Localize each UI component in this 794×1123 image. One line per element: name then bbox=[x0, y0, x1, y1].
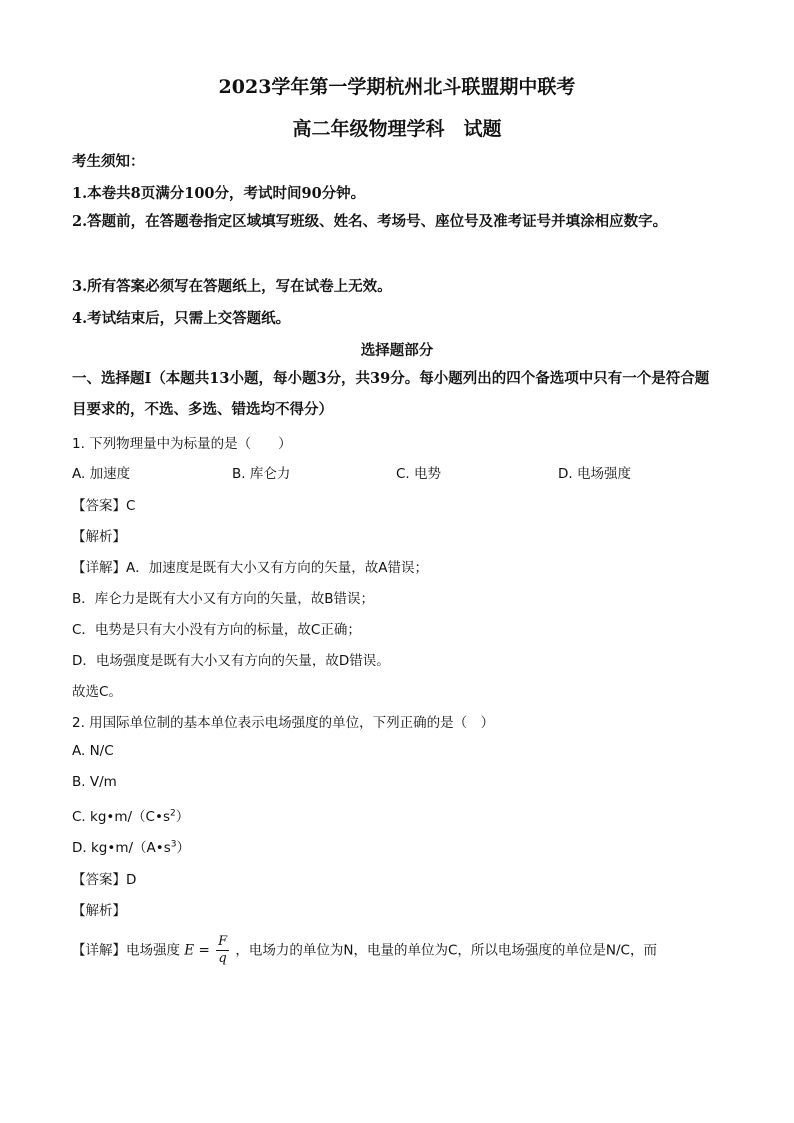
q2-option-a: A. N/C bbox=[72, 743, 114, 759]
q2-option-c: C. $kg•m/(C•s^2)$ bbox=[72, 808, 190, 825]
q2-detail: 【详解】电场强度 E = $\frac{F}{q}$ ，电场力的单位为N，电量的单位为C，所以电场强度的单位是N/C，而 bbox=[72, 934, 657, 966]
q1-conclusion: 故选C。 bbox=[72, 684, 122, 700]
q1-answer: 【答案】C bbox=[72, 498, 136, 514]
q1-analysis-label: 【解析】 bbox=[72, 529, 126, 545]
notice-item-4: 4.考试结束后，只需上交答题纸。 bbox=[72, 310, 291, 327]
q1-detail-2: B．库仑力是既有大小又有方向的矢量，故B错误； bbox=[72, 591, 375, 607]
notice-item-3: 3.所有答案必须写在答题纸上，写在试卷上无效。 bbox=[72, 278, 392, 295]
q1-option-c: C. 电势 bbox=[396, 466, 442, 482]
q2-option-d: D. $kg•m/(A•s^3)$ bbox=[72, 839, 190, 856]
fraction-f-over-q: $\frac{F}{q}$ bbox=[218, 934, 228, 966]
q1-option-b: B. 库仑力 bbox=[232, 466, 291, 482]
q2-option-b: B. V/m bbox=[72, 774, 117, 790]
q1-stem: 1. 下列物理量中为标量的是（ ） bbox=[72, 436, 292, 452]
q1-detail-3: C．电势是只有大小没有方向的标量，故C正确； bbox=[72, 622, 361, 638]
notice-heading: 考生须知： bbox=[72, 153, 145, 170]
q1-detail-4: D．电场强度是既有大小又有方向的矢量，故D错误。 bbox=[72, 653, 390, 669]
q2-answer: 【答案】D bbox=[72, 872, 137, 888]
q2-stem: 2. 用国际单位制的基本单位表示电场强度的单位，下列正确的是（ ） bbox=[72, 715, 495, 731]
notice-item-1: 1.本卷共8页满分100分，考试时间90分钟。 bbox=[72, 185, 366, 202]
section-instruction: 一、选择题Ⅰ（本题共13小题，每小题3分，共39分。每小题列出的四个备选项中只有一个是符合题目要求的，不选、多选、错选均不得分） bbox=[72, 370, 710, 418]
exam-title: 2023学年第一学期杭州北斗联盟期中联考 bbox=[218, 76, 576, 98]
q1-detail-1: 【详解】A．加速度是既有大小又有方向的矢量，故A错误； bbox=[72, 560, 428, 576]
electric-field-formula: E = bbox=[184, 942, 210, 959]
q1-option-a: A. 加速度 bbox=[72, 466, 131, 482]
q1-option-d: D. 电场强度 bbox=[558, 466, 631, 482]
part-title: 选择题部分 bbox=[360, 342, 434, 359]
notice-item-2: 2.答题前，在答题卷指定区域填写班级、姓名、考场号、座位号及准考证号并填涂相应数字。 bbox=[72, 213, 668, 230]
exam-subtitle: 高二年级物理学科 试题 bbox=[292, 118, 502, 140]
q2-analysis-label: 【解析】 bbox=[72, 903, 126, 919]
